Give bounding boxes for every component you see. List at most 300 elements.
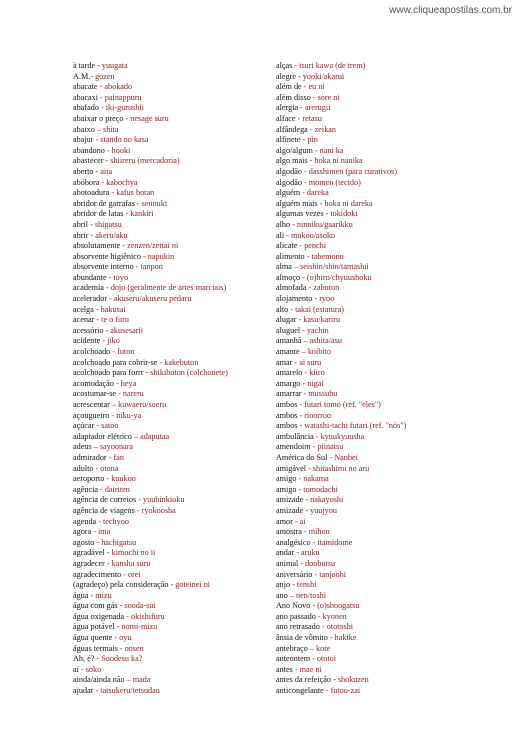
portuguese-term: amigo <box>276 474 297 484</box>
portuguese-term: absolutamente <box>73 241 121 251</box>
japanese-translation: - ototoshi <box>319 622 354 632</box>
japanese-translation: - ai suru <box>292 357 322 367</box>
japanese-translation: - (o)hiro/chyuushoku <box>300 272 372 282</box>
portuguese-term: abridor de latas <box>73 209 124 219</box>
glossary-entry <box>276 178 476 189</box>
glossary-entry <box>73 527 263 538</box>
japanese-translation: - iki-gurushii <box>98 103 144 113</box>
portuguese-term: academia <box>73 283 104 293</box>
japanese-translation: - shitashimi no aru <box>306 463 370 473</box>
portuguese-term: acenar <box>73 315 95 325</box>
glossary-entry <box>276 156 476 167</box>
glossary-entry <box>276 273 476 284</box>
japanese-translation: – mada <box>124 675 151 685</box>
japanese-translation: - futari tomo (ref. "eles") <box>297 400 381 409</box>
glossary-entry <box>73 506 263 517</box>
portuguese-term: antes da refeição <box>276 675 332 685</box>
japanese-translation: - kankiri <box>123 209 154 219</box>
glossary-entry <box>276 146 476 157</box>
portuguese-term: analgésico <box>276 537 311 547</box>
portuguese-term: agência de viagens <box>73 505 135 515</box>
portuguese-term: acelerador <box>73 294 108 304</box>
glossary-entry <box>276 591 476 602</box>
japanese-translation: – kote <box>307 643 331 653</box>
japanese-translation: - hachigatsu <box>94 537 137 547</box>
japanese-translation: - techyoo <box>96 516 129 526</box>
portuguese-term: alergia <box>276 103 299 113</box>
glossary-entry <box>73 453 263 464</box>
japanese-translation: - zabuton <box>306 283 340 293</box>
japanese-translation: - aita <box>93 166 113 176</box>
portuguese-term: água oxigenada <box>73 611 125 621</box>
glossary-entry <box>276 389 476 400</box>
japanese-translation: - kyonen <box>315 611 347 621</box>
portuguese-term: aí <box>73 664 79 674</box>
glossary-entry <box>276 103 476 114</box>
glossary-entry <box>276 411 476 422</box>
portuguese-term: alfinete <box>276 135 301 145</box>
portuguese-term: ano passado <box>276 611 316 621</box>
portuguese-term: abrir <box>73 230 89 240</box>
glossary-entry <box>73 432 263 443</box>
portuguese-term: alface <box>276 113 296 123</box>
glossary-entry <box>276 675 476 686</box>
portuguese-term: alguém mais <box>276 198 318 208</box>
japanese-translation: - sooda-sui <box>117 601 156 611</box>
glossary-entry <box>276 199 476 210</box>
japanese-translation: - hakike <box>327 633 357 643</box>
glossary-entry <box>73 654 263 665</box>
portuguese-term: amarelo <box>276 368 303 378</box>
japanese-translation: - tomodachi <box>296 484 338 494</box>
japanese-translation: - dojo (geralmente de artes marciais) <box>103 283 227 293</box>
japanese-translation: - doobutsu <box>298 558 336 568</box>
portuguese-term: A.M. <box>73 71 91 81</box>
japanese-translation: - napukin <box>140 251 175 261</box>
japanese-translation: - hoka ni dareka <box>317 198 373 208</box>
glossary-entry <box>276 294 476 305</box>
japanese-translation: - shikibuton (colchonete) <box>143 368 228 378</box>
japanese-translation: - nani ka <box>312 145 344 155</box>
glossary-entry <box>276 61 476 72</box>
glossary-entry <box>276 421 476 432</box>
portuguese-term: amar <box>276 357 293 367</box>
portuguese-term: amor <box>276 516 293 526</box>
japanese-translation: - niku-ya <box>109 410 142 420</box>
glossary-entry <box>276 82 476 93</box>
glossary-entry <box>276 527 476 538</box>
portuguese-term: antebraço <box>276 643 308 653</box>
japanese-translation: - painappuru <box>98 92 142 102</box>
portuguese-term: alma <box>276 262 292 272</box>
glossary-entry <box>276 368 476 379</box>
portuguese-term: almofada <box>276 283 307 293</box>
glossary-entry <box>276 612 476 623</box>
portuguese-term: amargo <box>276 378 301 388</box>
portuguese-term: adulto <box>73 463 94 473</box>
glossary-entry <box>73 675 263 686</box>
glossary-entry <box>73 125 263 136</box>
glossary-entry <box>276 633 476 644</box>
glossary-entry <box>73 517 263 528</box>
japanese-translation: – seishin/shin/tamashii <box>291 262 369 272</box>
portuguese-term: amizade <box>276 505 304 515</box>
portuguese-term: amanhã <box>276 336 302 346</box>
portuguese-term: América do Sul <box>276 452 328 462</box>
portuguese-term: aeroporto <box>73 474 105 484</box>
glossary-entry <box>276 622 476 633</box>
glossary-column-right <box>276 61 476 697</box>
japanese-translation: - (o)shoogatsu <box>310 601 360 611</box>
portuguese-term: ambos <box>276 400 298 409</box>
japanese-translation: - mussubu <box>301 389 338 399</box>
portuguese-term: admirador <box>73 452 107 462</box>
glossary-entry <box>73 580 263 591</box>
portuguese-term: à tarde <box>73 61 96 70</box>
japanese-translation: - aruku <box>294 548 320 558</box>
japanese-translation: - itamidome <box>310 537 353 547</box>
japanese-translation: - rioorroo <box>297 410 332 420</box>
glossary-entry <box>73 241 263 252</box>
japanese-translation: - mihon <box>301 527 330 537</box>
glossary-entry <box>276 485 476 496</box>
glossary-entry <box>73 167 263 178</box>
portuguese-term: adeus <box>73 442 92 452</box>
portuguese-term: ainda/ainda não <box>73 675 125 685</box>
glossary-entry <box>276 283 476 294</box>
portuguese-term: aniversário <box>276 569 313 579</box>
japanese-translation: - dareka <box>300 188 329 198</box>
glossary-entry <box>73 548 263 559</box>
glossary-entry <box>73 252 263 263</box>
glossary-entry <box>73 199 263 210</box>
japanese-translation: – shita <box>94 124 119 134</box>
glossary-entry <box>276 252 476 263</box>
portuguese-term: açúcar <box>73 421 95 431</box>
japanese-translation: - stando no kasa <box>93 135 149 145</box>
glossary-entry <box>73 358 263 369</box>
glossary-entry <box>276 474 476 485</box>
portuguese-term: alfândega <box>276 124 308 134</box>
glossary-entry <box>276 538 476 549</box>
portuguese-term: anjo <box>276 580 291 590</box>
glossary-entry <box>276 379 476 390</box>
japanese-translation: - kafus botan <box>109 188 155 198</box>
japanese-translation: - akusesarii <box>103 325 144 335</box>
japanese-translation: – koibito <box>299 347 332 357</box>
portuguese-term: ambos <box>276 410 298 420</box>
japanese-translation: - tsuri kawa (de trem) <box>292 61 366 70</box>
glossary-entry <box>73 474 263 485</box>
portuguese-term: abotoadura <box>73 188 110 198</box>
japanese-translation: - akeru/aku <box>88 230 128 240</box>
glossary-entry <box>276 209 476 220</box>
portuguese-term: alho <box>276 219 291 229</box>
japanese-translation: - nakayoshi <box>303 495 344 505</box>
portuguese-term: abandono <box>73 145 105 155</box>
japanese-translation: - zeikan <box>307 124 337 134</box>
japanese-translation: - soko <box>78 664 102 674</box>
glossary-entry <box>73 72 263 83</box>
glossary-entry <box>73 326 263 337</box>
glossary-entry <box>276 358 476 369</box>
glossary-entry <box>276 315 476 326</box>
portuguese-term: água com gás <box>73 601 118 611</box>
japanese-translation: - tanpon <box>133 262 163 272</box>
glossary-entry <box>276 347 476 358</box>
japanese-translation: - momen (tecido) <box>301 177 361 187</box>
glossary-entry <box>276 517 476 528</box>
japanese-translation: - satoo <box>94 421 119 431</box>
japanese-translation: - yuugata <box>95 61 128 70</box>
portuguese-term: abacate <box>73 82 98 92</box>
japanese-translation: - fan <box>106 452 124 462</box>
portuguese-term: aberto <box>73 166 94 176</box>
portuguese-term: açougueiro <box>73 410 110 420</box>
portuguese-term: agora <box>73 527 92 537</box>
portuguese-term: algo mais <box>276 156 308 166</box>
portuguese-term: amostra <box>276 527 302 537</box>
glossary-entry <box>73 442 263 453</box>
portuguese-term: almoço <box>276 272 301 282</box>
glossary-entry <box>276 241 476 252</box>
glossary-entry <box>276 326 476 337</box>
japanese-translation: - ninniku/gaarikku <box>290 219 353 229</box>
portuguese-term: abastecer <box>73 156 104 166</box>
japanese-translation: - orei <box>121 569 141 579</box>
glossary-entry <box>276 548 476 559</box>
portuguese-term: além disso <box>276 92 311 102</box>
japanese-translation: - nomi-mizu <box>114 622 158 632</box>
japanese-translation: - kansha suru <box>104 558 151 568</box>
portuguese-term: antes <box>276 664 293 674</box>
glossary-entry <box>73 305 263 316</box>
japanese-translation: - mizu <box>88 590 112 600</box>
portuguese-term: algodão <box>276 177 302 187</box>
portuguese-term: anteontem <box>276 654 311 664</box>
portuguese-term: água potável <box>73 622 115 632</box>
glossary-entry <box>73 103 263 114</box>
japanese-translation: - hakusai <box>93 304 126 314</box>
japanese-translation: - akuseru/akuseru pedaru <box>107 294 192 304</box>
portuguese-term: algumas vezes <box>276 209 324 219</box>
japanese-translation: - eu ni <box>301 82 325 92</box>
glossary-entry <box>73 622 263 633</box>
glossary-entry <box>276 400 476 411</box>
japanese-translation: - mae ni <box>292 664 322 674</box>
glossary-entry <box>73 82 263 93</box>
glossary-entry <box>276 432 476 443</box>
portuguese-term: acostumar-se <box>73 389 117 399</box>
japanese-translation: - nakama <box>296 474 329 484</box>
glossary-entry <box>276 559 476 570</box>
portuguese-term: ano retrasado <box>276 622 320 632</box>
glossary-entry <box>73 644 263 655</box>
japanese-translation: - shigatsu <box>88 219 122 229</box>
glossary-entry <box>73 485 263 496</box>
portuguese-term: alto <box>276 304 289 314</box>
japanese-translation: – kuwaeru/soeru <box>109 400 167 409</box>
japanese-translation: - kabochya <box>99 177 138 187</box>
portuguese-term: acelga <box>73 304 94 314</box>
japanese-translation: - pin <box>300 135 318 145</box>
glossary-entry <box>276 135 476 146</box>
portuguese-term: acolchoado para cobrir-se <box>73 357 158 367</box>
glossary-entry <box>276 442 476 453</box>
glossary-entry <box>276 336 476 347</box>
portuguese-term: água quente <box>73 633 113 643</box>
glossary-entry <box>73 400 263 411</box>
portuguese-term: amendoim <box>276 442 311 452</box>
glossary-entry <box>276 220 476 231</box>
portuguese-term: água <box>73 590 89 600</box>
japanese-translation: - Soodesu ka? <box>94 654 143 664</box>
glossary-entry <box>73 188 263 199</box>
japanese-translation: - yachin <box>300 325 329 335</box>
portuguese-term: alegre <box>276 71 296 81</box>
glossary-entry <box>73 178 263 189</box>
japanese-translation: - tanjoobi <box>312 569 347 579</box>
glossary-entry <box>276 188 476 199</box>
glossary-entry <box>73 262 263 273</box>
glossary-entry <box>73 559 263 570</box>
portuguese-term: abajur <box>73 135 94 145</box>
glossary-entry <box>276 506 476 517</box>
glossary-entry <box>73 570 263 581</box>
glossary-entry <box>276 686 476 697</box>
portuguese-term: adaptador elétrico <box>73 431 132 441</box>
glossary-entry <box>73 495 263 506</box>
glossary-entry <box>73 686 263 697</box>
japanese-translation: - penchi <box>297 241 327 251</box>
portuguese-term: além de <box>276 82 302 92</box>
glossary-entry <box>73 538 263 549</box>
portuguese-term: agenda <box>73 516 97 526</box>
glossary-entry <box>276 495 476 506</box>
glossary-entry <box>73 591 263 602</box>
portuguese-term: algo/algum <box>276 145 313 155</box>
portuguese-term: abóbora <box>73 177 100 187</box>
japanese-translation: - yooki/akarui <box>296 71 345 81</box>
japanese-translation: - futon <box>110 347 135 357</box>
glossary-entry <box>73 146 263 157</box>
portuguese-term: (agradeço) pela consideração <box>73 580 169 590</box>
japanese-translation: - otona <box>93 463 119 473</box>
glossary-entry <box>73 220 263 231</box>
portuguese-term: abacaxi <box>73 92 98 102</box>
portuguese-term: animal <box>276 558 299 568</box>
japanese-translation: - sore ni <box>310 92 340 102</box>
japanese-translation: - kasu/kariru <box>296 315 341 325</box>
portuguese-term: abril <box>73 219 89 229</box>
portuguese-term: agência <box>73 484 98 494</box>
glossary-entry <box>276 262 476 273</box>
glossary-entry <box>276 654 476 665</box>
japanese-translation: - futoo-zai <box>323 686 361 696</box>
portuguese-term: acidente <box>73 336 101 346</box>
portuguese-term: acolchoado <box>73 347 111 357</box>
japanese-translation: - sennuki <box>134 198 168 208</box>
portuguese-term: alguém <box>276 188 301 198</box>
portuguese-term: ali <box>276 230 285 240</box>
japanese-translation: - okishifuru <box>124 611 165 621</box>
glossary-entry <box>276 93 476 104</box>
portuguese-term: amigo <box>276 484 297 494</box>
japanese-translation: - kuukoo <box>104 474 136 484</box>
glossary-entry <box>73 411 263 422</box>
portuguese-term: agradecer <box>73 558 105 568</box>
glossary-entry <box>73 61 263 72</box>
portuguese-term: abaixo <box>73 124 95 134</box>
glossary-entry <box>276 305 476 316</box>
japanese-translation: - te o furu <box>94 315 129 325</box>
glossary-entry <box>73 315 263 326</box>
japanese-translation: - dairiten <box>98 484 130 494</box>
japanese-translation: - nareru <box>116 389 144 399</box>
portuguese-term: agosto <box>73 537 95 547</box>
japanese-translation: – adaputaa <box>131 431 170 441</box>
japanese-translation: - arerugii <box>298 103 331 113</box>
glossary-entry <box>276 644 476 655</box>
portuguese-term: ânsia de vômito <box>276 633 328 643</box>
portuguese-term: amigável <box>276 463 307 473</box>
portuguese-term: absorvente higiênico <box>73 251 141 261</box>
glossary-entry <box>73 156 263 167</box>
portuguese-term: aluguel <box>276 325 301 335</box>
japanese-translation: - kakebuton <box>157 357 199 367</box>
japanese-translation: - piinatsu <box>310 442 344 452</box>
japanese-translation: - yuujyou <box>303 505 337 515</box>
japanese-translation: - mukoo/asoko <box>284 230 336 240</box>
glossary-entry <box>276 665 476 676</box>
glossary-entry <box>276 114 476 125</box>
japanese-translation: - toyo <box>106 272 129 282</box>
glossary-entry <box>73 273 263 284</box>
japanese-translation: - tokidoki <box>323 209 358 219</box>
japanese-translation: - ototoi <box>310 654 337 664</box>
japanese-translation: - kiiro <box>302 368 325 378</box>
japanese-translation: - shokuzen <box>331 675 369 685</box>
glossary-entry <box>73 209 263 220</box>
portuguese-term: alças <box>276 61 293 70</box>
japanese-translation: - tatsukeru/tetsudau <box>93 686 160 696</box>
glossary-entry <box>73 421 263 432</box>
japanese-translation: - gozen <box>90 71 115 81</box>
glossary-entry <box>73 601 263 612</box>
japanese-translation: – sayoonara <box>91 442 134 452</box>
japanese-translation: - ryoo <box>312 294 335 304</box>
glossary-entry <box>276 580 476 591</box>
portuguese-term: agradável <box>73 548 105 558</box>
japanese-translation: - dasshimen (para curativos) <box>301 166 397 176</box>
glossary-entry <box>73 294 263 305</box>
portuguese-term: abafado <box>73 103 99 113</box>
japanese-translation: - tenshi <box>290 580 317 590</box>
japanese-translation: - yuubinkioku <box>136 495 185 505</box>
glossary-entry <box>73 135 263 146</box>
glossary-entry <box>276 72 476 83</box>
portuguese-term: Ano Novo <box>276 601 311 611</box>
site-url[interactable]: www.cliqueapostilas.com.br <box>389 5 512 16</box>
japanese-translation: – ashita/asu <box>301 336 342 346</box>
portuguese-term: acolchoado para forrr <box>73 368 144 378</box>
portuguese-term: ano <box>276 590 288 600</box>
japanese-translation: - hooki <box>104 145 131 155</box>
glossary-entry <box>276 464 476 475</box>
japanese-translation: - kyuukyuusha <box>313 431 365 441</box>
japanese-translation: - retasu <box>295 113 322 123</box>
glossary-entry <box>73 379 263 390</box>
